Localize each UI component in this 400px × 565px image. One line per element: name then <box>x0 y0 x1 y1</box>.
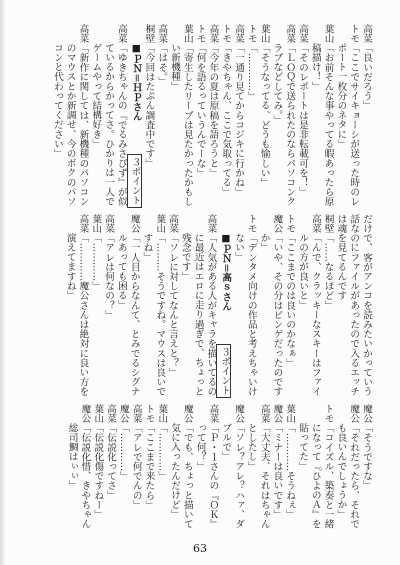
dialogue-line: 高菜「…………魔公さんは絶対に良い方を演えてますね」 <box>64 214 89 397</box>
dialogue-line: 高菜「はそ。」 <box>156 24 168 87</box>
dialogue-line: 桐壁「今回はたぶん調査中です」 <box>143 24 155 168</box>
text-tier-top <box>28 24 372 208</box>
dialogue-line: 高菜「Ｐ・１さんの『ＯＫ』って何？」 <box>194 404 219 529</box>
dialogue-line: トモ「ここまでのは良いのかなぁ」 <box>284 214 296 368</box>
dialogue-line: 魔公「一人目からなんて、とみでるシグナルあっても困る」 <box>115 214 140 397</box>
dialogue-line: 高菜「アレは何なの？」 <box>103 214 115 320</box>
dialogue-line: 高菜「人気がある人がキャラを描いてるのに最近はエロに走り過ぎで、ちょっと残念です」 <box>179 214 217 397</box>
dialogue-line: トモ「何を語るっていうんでーな」 <box>194 24 206 178</box>
dialogue-line: 魔公「いや、その分はピンゲだったのですか」 <box>258 214 283 397</box>
dialogue-line: 魔公「ミナーは良いです」 <box>271 404 283 520</box>
dialogue-line: トモ「ここでサイキョーシが送った時のレポート一枚分のネタに」 <box>335 24 360 207</box>
dialogue-line: 葉山「…………」 <box>90 214 102 291</box>
dialogue-line: 高菜「ソレに対してなんと言えと？」 <box>167 214 179 378</box>
dialogue-line: 高菜「良いだろう」 <box>361 24 372 111</box>
dialogue-line: トモ「コイズル、築奏と一緒になって『ひよのＡ』を貼ってた」 <box>297 404 334 529</box>
dialogue-line: 高菜「今年の夏は原稿を語ろうと」 <box>207 24 219 178</box>
text-tier-middle <box>28 214 372 398</box>
dialogue-line: 魔公「…………」 <box>117 404 129 481</box>
dialogue-line: 高菜「アレで何でんの」 <box>130 404 142 510</box>
section-heading-label: ■ＰＮ＝ＨＰさん <box>130 43 142 122</box>
dialogue-line: 高菜「んで、クラッキーなスキーはファイルの方が良いと」 <box>297 214 321 397</box>
dialogue-line: 高菜「ＬＯＱで送られたのならパソコンクラブなどしてみ。」 <box>271 24 296 207</box>
dialogue-line: トモ「きやちゃん、ここで気取ってる」 <box>220 24 232 197</box>
dialogue-line: 葉山「そうなってる、どうも愉しい」 <box>258 24 270 188</box>
points-badge: ３ポイント <box>127 154 142 208</box>
dialogue-line: 高菜「伝説化ってさ」 <box>105 404 117 500</box>
points-badge: ３ポイント <box>216 344 231 398</box>
dialogue-line: トモ「ここまで来たら」 <box>143 404 155 510</box>
continued-paragraph: だけで、客がアンコを読みたいかっていう話なのにファイルがあったので入るエッチは魂を見てるんです <box>335 214 372 397</box>
dialogue-line: 高菜「一通り見てからコジキに行かね」 <box>233 24 245 197</box>
dialogue-line: 魔公「伝説化惜、きやちゃん総司鯛はぃぃ」 <box>66 404 91 529</box>
dialogue-line: 魔公「そうですな」 <box>361 404 372 491</box>
dialogue-line: 葉山「………そうですね。マウスは良いですね」 <box>141 214 166 397</box>
section-heading-label: ■ＰＮ＝高ｓさん <box>220 233 232 312</box>
dialogue-line: 高菜「大丈夫、それはちゃんとしたし」 <box>245 404 270 529</box>
dialogue-line: 葉山「…………」 <box>156 404 168 481</box>
dialogue-line: 魔公「でも、ちょっと描いて気に入ったんだけど」 <box>169 404 193 529</box>
dialogue-line: トモ「デンタメ向けの作品と考えちゃいけない」 <box>233 214 257 397</box>
text-tier-bottom <box>28 404 372 538</box>
dialogue-line: 高菜「新作に関しては、新機種のパソコンのマウスとか新調せ、今のボクのパソコンと代わってください」 <box>51 24 89 207</box>
section-heading <box>216 214 231 398</box>
dialogue-line: 桐壁「……なるほど」 <box>322 214 334 310</box>
dialogue-line: 高菜「ゆきちゃんの『でるみさぴず』が似ているからかってさ。ひかりは一人でゲームやって結構好き」 <box>90 24 127 207</box>
dialogue-line: トモ「…………」 <box>245 24 257 101</box>
dialogue-line: 葉山「…………そうねぇ」 <box>284 404 296 520</box>
dialogue-line: 葉山「お前そんな事やってる暇あったら原稿描け！」 <box>309 24 334 207</box>
dialogue-line: 葉山「寄生したリーブは見たかったかもしい新機種」 <box>169 24 193 207</box>
dialogue-line: 葉山「伝説化傷ですねー」 <box>92 404 104 520</box>
section-heading <box>127 24 142 208</box>
dialogue-line: 高菜「そのレポートは是非転載可を！」 <box>297 24 309 197</box>
page-number: 63 <box>193 542 207 555</box>
dialogue-line: 魔公「それだったら、それでも良いんでしょうか」 <box>335 404 360 529</box>
dialogue-line: 魔公「ソレ？アレ？ハァ、ダブルで」 <box>220 404 245 529</box>
